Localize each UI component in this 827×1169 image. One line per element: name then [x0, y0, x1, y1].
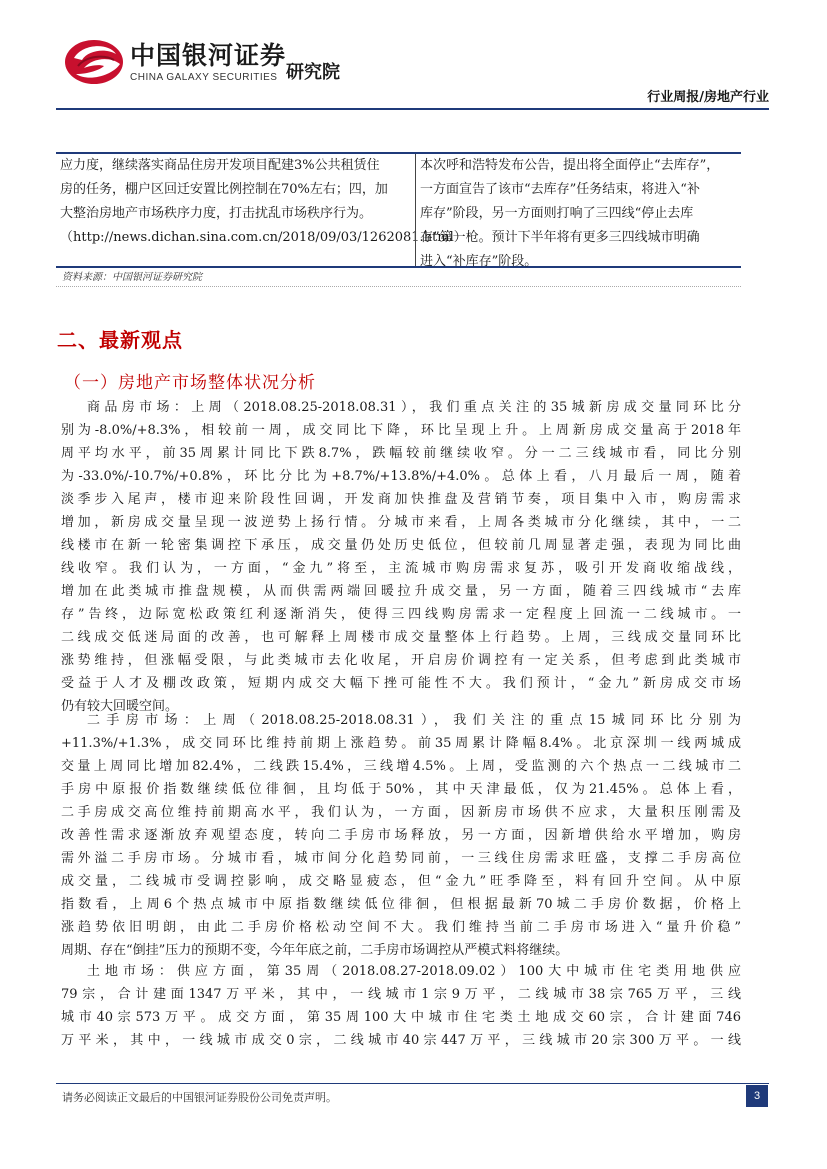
- text-line: 成交量，二线城市受调控影响，成交略显疲态，但“金九”旺季降至，料有回升空间。从中原: [61, 874, 741, 889]
- institute-label: 研究院: [286, 62, 340, 83]
- text-line: 周期、存在“倒挂”压力的预期不变，今年年底之前，二手房市场调控从严模式料将继续。: [61, 943, 569, 958]
- column-divider: [415, 154, 416, 266]
- text-line: 交量上周同比增加82.4%，二线跌15.4%，三线增4.5%。上周，受监测的六个热点一二线城市二: [61, 759, 741, 774]
- text-line: 改善性需求逐渐放弃观望态度，转向二手房市场释放，另一方面，因新增供给水平增加，购房: [61, 828, 741, 843]
- text-line: 土地市场：供应方面，第35周（2018.08.27-2018.09.02）100大中城市住宅类用地供应: [87, 964, 741, 979]
- text-line: 线楼市在新一轮密集调控下承压，成交量仍处历史低位，但较前几周显著走强，表现为同比曲: [61, 538, 741, 553]
- text-line: 79宗，合计建面1347万平米，其中，一线城市1宗9万平，二线城市38宗765万平，三线: [61, 987, 741, 1002]
- header-rule: [56, 108, 769, 110]
- news-summary-cell: [60, 154, 467, 250]
- text-line: 一方面宣告了该市“去库存”任务结束，将进入“补: [420, 182, 700, 197]
- text-line: 二手房成交高位维持前期高水平，我们认为，一方面，因新房市场供不应求，大量积压刚需及: [61, 805, 741, 820]
- footer-disclaimer: 请务必阅读正文最后的中国银河证券股份公司免责声明。: [62, 1091, 337, 1104]
- text-line: +11.3%/+1.3%，成交同环比维持前期上涨趋势。前35周累计降幅8.4%。北京深圳一线两城成: [61, 736, 741, 751]
- text-line: 二手房市场：上周（2018.08.25-2018.08.31），我们关注的重点15城同环比分别为: [87, 713, 741, 728]
- footer-rule: [56, 1083, 769, 1084]
- paragraph-second-hand: [61, 709, 741, 962]
- text-line: 需外溢二手房市场。分城市看，城市间分化趋势同前，一三线住房需求旺盛，支撑二手房高位: [61, 851, 741, 866]
- source-link[interactable]: （http://news.dichan.sina.com.cn/2018/09/03/1262081.html）: [60, 230, 467, 245]
- text-line: 二线成交低迷局面的改善，也可解释上周楼市成交量整体上行趋势。上周，三线成交量同环比: [61, 630, 741, 645]
- text-line: 房的任务，棚户区回迁安置比例控制在70%左右；四，加: [60, 182, 388, 197]
- page-header: [0, 0, 827, 112]
- text-line: 别为-8.0%/+8.3%，相较前一周，成交同比下降，环比呈现上升。上周新房成交量高于2018年: [61, 423, 741, 438]
- text-line: 大整治房地产市场秩序力度，打击扰乱市场秩序行为。: [60, 206, 373, 221]
- page-number: 3: [746, 1085, 768, 1107]
- text-line: 城市40宗573万平。成交方面，第35周100大中城市住宅类土地成交60宗，合计建面746: [61, 1010, 741, 1025]
- news-table: [56, 152, 741, 268]
- report-type: 行业周报/房地产行业: [647, 90, 769, 105]
- text-line: 存”告终，边际宽松政策红利逐渐消失，使得三四线购房需求一定程度上回流一二线城市。一: [61, 607, 741, 622]
- text-line: 库存”阶段，另一方面则打响了三四线“停止去库: [420, 206, 694, 221]
- text-line: 本次呼和浩特发布公告，提出将全面停止“去库存”，: [420, 158, 720, 173]
- text-line: 涨趋势依旧明朗，由此二手房价格松动空间不大。我们维持当前二手房市场进入“量升价稳”: [61, 920, 741, 935]
- text-line: 为-33.0%/-10.7%/+0.8%，环比分比为+8.7%/+13.8%/+4.0%。总体上看，八月最后一周，随着: [61, 469, 741, 484]
- text-line: 增加，新房成交量呈现一波逆势上扬行情。分城市来看，上周各类城市分化继续，其中，一二: [61, 515, 741, 530]
- text-line: 应力度，继续落实商品住房开发项目配建3%公共租赁住: [60, 158, 380, 173]
- text-line: 进入“补库存”阶段。: [420, 254, 538, 269]
- text-line: 商品房市场：上周（2018.08.25-2018.08.31），我们重点关注的35城新房成交量同环比分: [87, 400, 741, 415]
- text-line: 淡季步入尾声，楼市迎来阶段性回调，开发商加快推盘及营销节奏，项目集中入市，购房需求: [61, 492, 741, 507]
- section-title: 二、最新观点: [57, 328, 183, 352]
- text-line: 手房中原报价指数继续低位徘徊，且均低于50%，其中天津最低，仅为21.45%。总体上看，: [61, 782, 741, 797]
- source-divider: [56, 286, 741, 287]
- galaxy-logo-icon: [64, 38, 126, 86]
- paragraph-new-homes: [61, 396, 741, 718]
- text-line: 增加在此类城市推盘规模，从而供需两端回暖拉升成交量，另一方面，随着三四线城市“去库: [61, 584, 741, 599]
- text-line: 指数看，上周6个热点城市中原指数继续低位徘徊，但根据最新70城二手房价数据，价格上: [61, 897, 741, 912]
- text-line: 受益于人才及棚改政策，短期内成交大幅下挫可能性不大。我们预计，“金九”新房成交市场: [61, 676, 741, 691]
- text-line: 涨势维持，但涨幅受限，与此类城市去化收尾，开启房价调控有一定关系，但考虑到此类城市: [61, 653, 741, 668]
- paragraph-land: [61, 960, 741, 1052]
- text-line: 存”第一枪。预计下半年将有更多三四线城市明确: [420, 230, 700, 245]
- brand: [130, 42, 286, 83]
- data-source-note: 资料来源：中国银河证券研究院: [62, 272, 202, 283]
- text-line: 仍有较大回暖空间。: [61, 699, 179, 714]
- text-line: 万平米，其中，一线城市成交0宗，二线城市40宗447万平，三线城市20宗300万平。一线: [61, 1033, 741, 1048]
- news-comment-cell: [420, 154, 737, 274]
- subsection-title: （一）房地产市场整体状况分析: [64, 373, 316, 393]
- brand-name-en: CHINA GALAXY SECURITIES: [130, 72, 278, 83]
- text-line: 线收窄。我们认为，一方面，“金九”将至，主流城市购房需求复苏，吸引开发商收缩战线，: [61, 561, 741, 576]
- brand-name-cn: 中国银河证券: [130, 41, 287, 70]
- text-line: 周平均水平，前35周累计同比下跌8.7%，跌幅较前继续收窄。分一二三线城市看，同比分别: [61, 446, 741, 461]
